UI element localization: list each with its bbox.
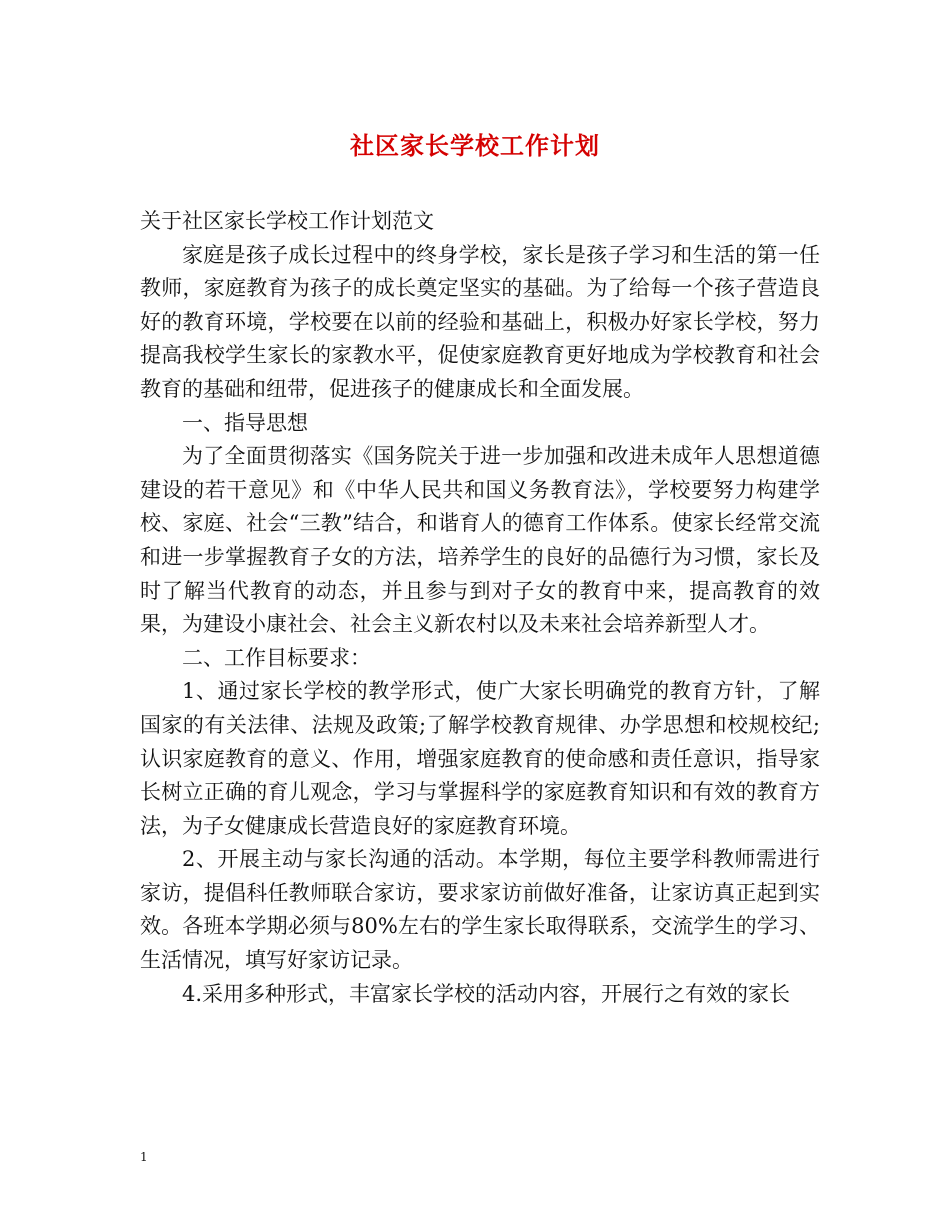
paragraph-guiding-ideology: 为了全面贯彻落实《国务院关于进一步加强和改进未成年人思想道德建设的若干意见》和《中华人民共和国义务教育法》，学校要努力构建学校、家庭、社会“三教”结合，和谐育人的德育工作体系。使家长经常交流和进一步掌握教育子女的方法，培养学生的良好的品德行为习惯，家长及时了解当代教育的动态，并且参与到对子女的教育中来，提高教育的效果，为建设小康社会、社会主义新农村以及未来社会培养新型人才。 [140, 444, 820, 637]
paragraph-goal-2: 2、开展主动与家长沟通的活动。本学期，每位主要学科教师需进行家访，提倡科任教师联合家访，要求家访前做好准备，让家访真正起到实效。各班本学期必须与80%左右的学生家长取得联系，交流学生的学习、生活情况，填写好家访记录。 [140, 847, 820, 973]
paragraph-intro: 家庭是孩子成长过程中的终身学校，家长是孩子学习和生活的第一任教师，家庭教育为孩子的成长奠定坚实的基础。为了给每一个孩子营造良好的教育环境，学校要在以前的经验和基础上，积极办好家长学校，努力提高我校学生家长的家教水平，促使家庭教育更好地成为学校教育和社会教育的基础和纽带，促进孩子的健康成长和全面发展。 [140, 242, 820, 401]
document-subtitle: 关于社区家长学校工作计划范文 [140, 209, 434, 233]
paragraph-goal-1: 1、通过家长学校的教学形式，使广大家长明确党的教育方针，了解国家的有关法律、法规及政策;了解学校教育规律、办学思想和校规校纪;认识家庭教育的意义、作用，增强家庭教育的使命感和责任意识，指导家长树立正确的育儿观念，学习与掌握科学的家庭教育知识和有效的教育方法，为子女健康成长营造良好的家庭教育环境。 [140, 679, 820, 838]
section-heading-work-goals: 二、工作目标要求： [182, 645, 371, 670]
paragraph-goal-4: 4.采用多种形式，丰富家长学校的活动内容，开展行之有效的家长 [182, 981, 791, 1006]
page-number: 1 [140, 1150, 148, 1164]
document-body [140, 205, 820, 1011]
section-heading-guiding-ideology: 一、指导思想 [182, 410, 308, 435]
document-title: 社区家长学校工作计划 [350, 131, 600, 160]
